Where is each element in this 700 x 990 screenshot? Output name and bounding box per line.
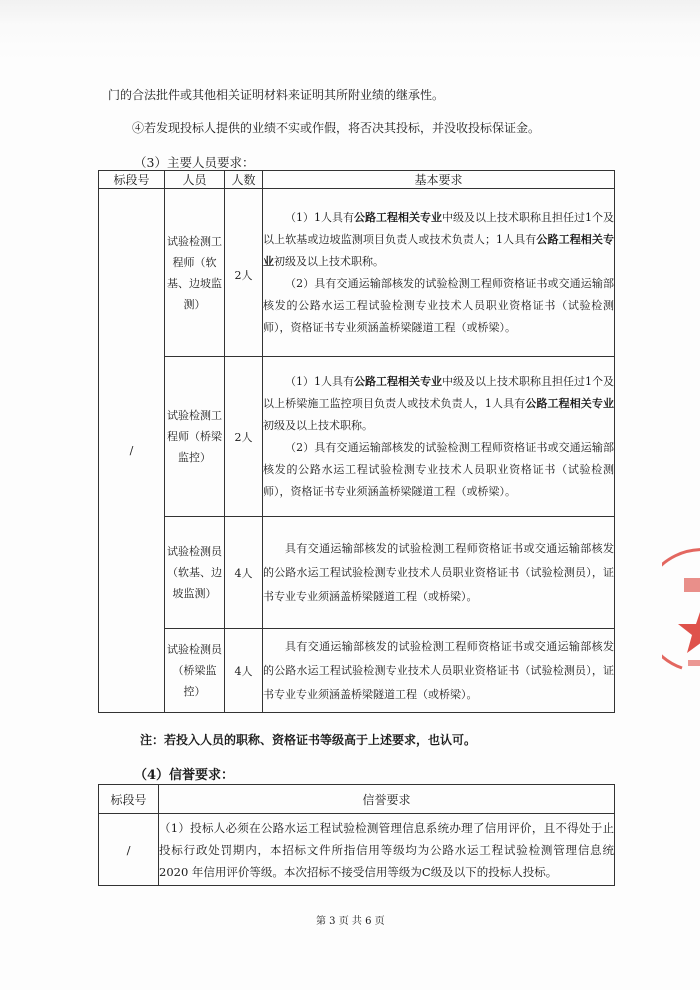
req-emphasis: 公路工程相关专业 bbox=[525, 396, 615, 410]
req-text: 中级及以上技术职称且担任过1个及以上桥梁施工监控项目负责人或技术负责人，1人具有 bbox=[263, 374, 614, 410]
req-emphasis: 公路工程相关专业 bbox=[354, 374, 442, 388]
role-cell: 试验检测工程师（桥梁监控） bbox=[165, 357, 225, 517]
req-text: （1）1人具有 bbox=[285, 374, 354, 388]
table-row bbox=[99, 814, 615, 886]
count-cell: 4人 bbox=[225, 629, 263, 713]
requirement-1 bbox=[263, 207, 614, 273]
credit-requirement-cell: （1）投标人必须在公路水运工程试验检测管理信息系统办理了信用评价，且不得处于止投标行政处罚期内，本招标文件所指信用等级均为公路水运工程试验检测管理信息统 2020 年信用评价等级。本次招标不接受信用等级为C级及以下的投标人投标。 bbox=[159, 814, 615, 886]
scan-shadow bbox=[0, 0, 700, 60]
role-cell: 试验检测员（桥梁监控） bbox=[165, 629, 225, 713]
intro-line: 门的合法批件或其他相关证明材料来证明其所附业绩的继承性。 bbox=[108, 88, 445, 102]
seal-stamp-icon bbox=[662, 548, 700, 678]
table-row bbox=[99, 629, 615, 713]
req-emphasis: 公路工程相关专业 bbox=[263, 232, 615, 268]
requirement-1 bbox=[263, 371, 614, 437]
requirement-2: （2）具有交通运输部核发的试验检测工程师资格证书或交通运输部核发的公路水运工程试验检测专业技术人员职业资格证书（试验检测师），资格证书专业须涵盖桥梁隧道工程（或桥梁）。 bbox=[263, 276, 614, 334]
req-emphasis: 公路工程相关专业 bbox=[354, 210, 442, 224]
section-no-cell: / bbox=[99, 814, 159, 886]
note: 注：若投入人员的职称、资格证书等级高于上述要求，也认可。 bbox=[140, 733, 477, 747]
count-cell: 2人 bbox=[225, 357, 263, 517]
header-requirements: 基本要求 bbox=[263, 171, 615, 189]
credit-table bbox=[98, 784, 615, 886]
role-cell: 试验检测员（软基、边坡监测） bbox=[165, 517, 225, 629]
requirement-cell bbox=[263, 357, 615, 517]
req-text: 中级及以上技术职称且担任过1个及以上软基或边坡监测项目负责人或技术负责人；1人具有 bbox=[263, 210, 614, 246]
item-4: ④若发现投标人提供的业绩不实或作假，将否决其投标，并没收投标保证金。 bbox=[132, 121, 541, 135]
count-cell: 4人 bbox=[225, 517, 263, 629]
req-text: （1）1人具有 bbox=[285, 210, 354, 224]
header-section-no: 标段号 bbox=[99, 785, 159, 814]
header-section-no: 标段号 bbox=[99, 171, 165, 189]
header-count: 人数 bbox=[225, 171, 263, 189]
header-personnel: 人员 bbox=[165, 171, 225, 189]
requirement-cell: 具有交通运输部核发的试验检测工程师资格证书或交通运输部核发的公路水运工程试验检测专业技术人员职业资格证书（试验检测员），证书专业专业须涵盖桥梁隧道工程（或桥梁）。 bbox=[263, 517, 615, 629]
requirement-cell bbox=[263, 189, 615, 357]
table-header-row bbox=[99, 171, 615, 189]
req-text: 初级及以上技术职称。 bbox=[274, 254, 384, 268]
section-3-title: （3）主要人员要求： bbox=[134, 155, 255, 170]
page-footer: 第 3 页 共 6 页 bbox=[316, 916, 385, 927]
table-header-row bbox=[99, 785, 615, 814]
requirement-2: （2）具有交通运输部核发的试验检测工程师资格证书或交通运输部核发的公路水运工程试验检测专业技术人员职业资格证书（试验检测师），资格证书专业须涵盖桥梁隧道工程（或桥梁）。 bbox=[263, 440, 614, 498]
requirement-cell: 具有交通运输部核发的试验检测工程师资格证书或交通运输部核发的公路水运工程试验检测专业技术人员职业资格证书（试验检测员），证书专业专业须涵盖桥梁隧道工程（或桥梁）。 bbox=[263, 629, 615, 713]
personnel-table bbox=[98, 170, 615, 713]
section-no-cell: / bbox=[99, 189, 165, 713]
req-text: 初级及以上技术职称。 bbox=[263, 418, 373, 432]
section-4-title: （4）信誉要求： bbox=[134, 768, 235, 783]
table-row bbox=[99, 517, 615, 629]
table-row bbox=[99, 357, 615, 517]
table-row bbox=[99, 189, 615, 357]
header-credit-requirements: 信誉要求 bbox=[159, 785, 615, 814]
role-cell: 试验检测工程师（软基、边坡监测） bbox=[165, 189, 225, 357]
count-cell: 2人 bbox=[225, 189, 263, 357]
